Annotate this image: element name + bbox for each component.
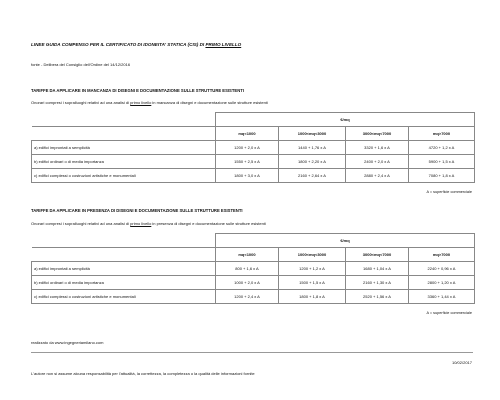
table-cell: 5900 + 1,5 x A [409,154,475,168]
tariff-table-without-docs [31,112,475,183]
table-cell: 1550 + 2,5 x A [216,154,279,168]
row-label: c) edifici complessi o costruzioni artistiche e monumentali [32,289,216,303]
table-cell: 7080 + 1,8 x A [409,168,475,182]
table-cell: 2400 + 2,0 x A [346,154,409,168]
table-corner [32,126,216,140]
row-label: c) edifici complessi o costruzioni artistiche e monumentali [32,168,216,182]
column-header: mq>7000 [409,247,475,261]
column-header: mq>7000 [409,126,475,140]
table-cell: 1000 + 2,0 x A [216,275,279,289]
table-header-row [32,247,475,261]
column-header: mq<1000 [216,126,279,140]
footer-divider [31,352,473,353]
table-row [32,261,475,275]
row-label: b) edifici ordinari o di media importanza [32,154,216,168]
title-level: PRIMO LIVELLO [205,42,242,47]
table-cell: 3360 + 1,44 x A [409,289,475,303]
document-title [31,42,241,47]
section-desc-with-docs [31,221,266,226]
table-cell: 2160 + 1,30 x A [346,275,409,289]
table-cell: 3320 + 1,6 x A [346,140,409,154]
table-cell: 1440 + 1,76 x A [279,140,346,154]
table-cell: 1800 + 3,0 x A [216,168,279,182]
table-header-row [32,126,475,140]
table-corner [32,247,216,261]
desc-text-end: in presenza di disegni e documentazione sulle strutture esistenti [151,221,266,226]
tariff-table-with-docs [31,233,475,304]
desc-level: primo livello [130,100,152,105]
table-note: A = superficie commerciale [426,190,472,194]
desc-text-end: in mancanza di disegni e documentazione sulle strutture esistenti [151,100,268,105]
row-label: a) edifici improntati a semplicità [32,140,216,154]
table-cell: 1800 + 2,20 x A [279,154,346,168]
source-note: fonte - Delibera del Consiglio dell'Ordine del 14/12/2016 [31,62,131,67]
table-cell: 1500 + 1,5 x A [279,275,346,289]
section-desc-without-docs [31,100,268,105]
table-cell: 2880 + 2,4 x A [346,168,409,182]
table-cell: 1800 + 1,8 x A [279,289,346,303]
credits: realizzato da www.ingegneriamilano.com [31,340,104,345]
table-cell: 1680 + 1,04 x A [346,261,409,275]
title-text: LINEE GUIDA COMPENSO PER IL CERTIFICATO DI IDONEITA' STATICA (CIS) DI [31,42,206,47]
row-label: a) edifici improntati a semplicità [32,261,216,275]
table-unit-row [32,113,475,127]
column-header: 1000<mq<3000 [279,247,346,261]
table-cell: 2240 + 0,96 x A [409,261,475,275]
desc-level: primo livello [130,221,152,226]
table-cell: 1200 + 2,4 x A [216,289,279,303]
section-title-without-docs: TARIFFE DA APPLICARE IN MANCANZA DI DISEGNI E DOCUMENTAZIONE SULLE STRUTTURE ESISTENTI [31,88,244,93]
column-header: 1000<mq<3000 [279,126,346,140]
column-header: mq<1000 [216,247,279,261]
table-corner [32,234,216,248]
table-cell: 2160 + 2,64 x A [279,168,346,182]
table-cell: 4720 + 1,2 x A [409,140,475,154]
disclaimer: L'autore non si assume alcuna responsabilità per l'attualità, la correttezza, la completezza o la qualità delle informazioni fornite [31,371,255,376]
table-corner [32,113,216,127]
table-row [32,154,475,168]
table-row [32,168,475,182]
table-row [32,275,475,289]
table-row [32,289,475,303]
desc-text: Onorari compresi i sopralluoghi relativi ad una analisi di [31,100,131,105]
table-unit-row [32,234,475,248]
table-cell: 1200 + 1,2 x A [279,261,346,275]
footer-date: 10/02/2017 [451,360,472,365]
table-cell: 800 + 1,6 x A [216,261,279,275]
desc-text: Onorari compresi i sopralluoghi relativi ad una analisi di [31,221,131,226]
table-note: A = superficie commerciale [426,311,472,315]
column-header: 3000<mq<7000 [346,126,409,140]
unit-header: €/mq [216,113,475,127]
table-cell: 2520 + 1,56 x A [346,289,409,303]
table-cell: 2800 + 1,20 x A [409,275,475,289]
table-row [32,140,475,154]
unit-header: €/mq [216,234,475,248]
section-title-with-docs: TARIFFE DA APPLICARE IN PRESENZA DI DISEGNI E DOCUMENTAZIONE SULLE STRUTTURE ESISTENTI [31,208,243,213]
table-cell: 1200 + 2,0 x A [216,140,279,154]
row-label: b) edifici ordinari o di media importanza [32,275,216,289]
column-header: 3000<mq<7000 [346,247,409,261]
